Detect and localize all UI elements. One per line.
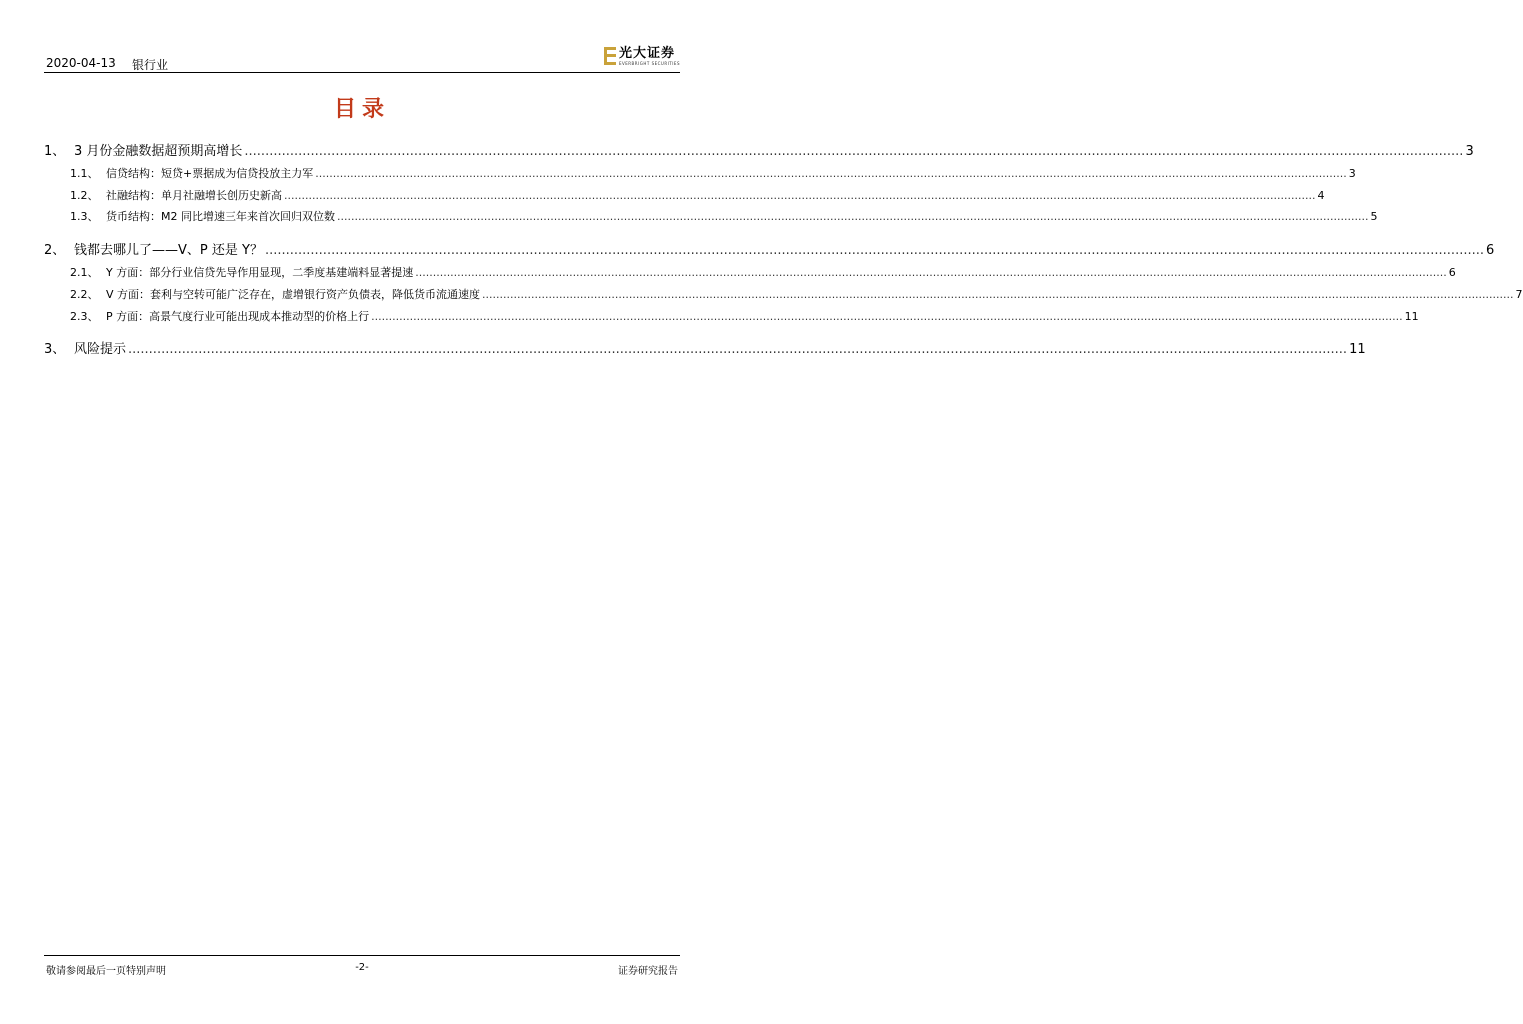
toc-entry-2-2[interactable] — [44, 286, 1523, 302]
toc-number: 3、 — [44, 342, 66, 357]
toc-page: 7 — [1515, 288, 1523, 301]
toc-entry-1-2[interactable] — [44, 187, 1325, 203]
toc-leader — [284, 189, 1316, 202]
toc-entry-3[interactable] — [44, 338, 1366, 357]
toc-entry-2-3[interactable] — [44, 308, 1419, 324]
logo-mark-icon — [604, 47, 616, 65]
toc-entry-1-3[interactable] — [44, 208, 1378, 224]
toc-page: 11 — [1404, 310, 1419, 323]
toc-number: 2.2、 — [70, 288, 99, 301]
report-date: 2020-04-13 — [46, 56, 116, 70]
toc-leader — [128, 342, 1347, 357]
toc-leader — [244, 144, 1463, 159]
toc-number: 1.3、 — [70, 210, 99, 223]
toc-text: 钱都去哪儿了——V、P 还是 Y？ — [74, 243, 263, 258]
toc-page: 11 — [1349, 342, 1366, 357]
everbright-logo — [604, 46, 680, 70]
toc-number: 2、 — [44, 243, 66, 258]
toc-text: V 方面：套利与空转可能广泛存在，虚增银行资产负债表，降低货币流通速度 — [106, 288, 481, 301]
toc-text: P 方面：高景气度行业可能出现成本推动型的价格上行 — [106, 310, 370, 323]
toc-text: Y 方面：部分行业信贷先导作用显现，二季度基建端料显著提速 — [106, 266, 414, 279]
toc-leader — [415, 266, 1447, 279]
toc-leader — [337, 210, 1369, 223]
toc-entry-1-1[interactable] — [44, 165, 1356, 181]
toc-leader — [265, 243, 1484, 258]
toc-page: 5 — [1370, 210, 1378, 223]
page-number: -2- — [355, 962, 369, 973]
toc-number: 1.2、 — [70, 189, 99, 202]
toc-number: 2.3、 — [70, 310, 99, 323]
toc-number: 1.1、 — [70, 167, 99, 180]
footer-disclaimer: 敬请参阅最后一页特别声明 — [46, 966, 166, 977]
toc-page: 3 — [1465, 144, 1474, 159]
toc-number: 1、 — [44, 144, 66, 159]
toc-entry-1[interactable] — [44, 140, 1474, 159]
page-footer — [44, 955, 680, 977]
logo-cn-text: 光大证券 — [618, 46, 675, 61]
toc-number: 2.1、 — [70, 266, 99, 279]
logo-en-text: EVERBRIGHT SECURITIES — [618, 61, 680, 66]
footer-report-type: 证券研究报告 — [618, 966, 678, 977]
page-header — [44, 46, 680, 73]
toc-text: 社融结构：单月社融增长创历史新高 — [106, 189, 282, 202]
toc-page: 3 — [1348, 167, 1356, 180]
toc-page: 4 — [1317, 189, 1325, 202]
toc-text: 货币结构：M2 同比增速三年来首次回归双位数 — [106, 210, 335, 223]
toc-entry-2-1[interactable] — [44, 264, 1456, 280]
toc-text: 信贷结构：短贷+票据成为信贷投放主力军 — [106, 167, 314, 180]
toc-leader — [315, 167, 1347, 180]
toc-page: 6 — [1486, 243, 1495, 258]
toc-leader — [482, 288, 1514, 301]
toc-text: 风险提示 — [74, 342, 127, 357]
report-sector: 银行业 — [132, 58, 169, 72]
toc-text: 3 月份金融数据超预期高增长 — [74, 144, 243, 159]
toc-leader — [371, 310, 1403, 323]
toc-title: 目录 — [333, 96, 390, 122]
toc-page: 6 — [1448, 266, 1456, 279]
toc-entry-2[interactable] — [44, 239, 1495, 258]
